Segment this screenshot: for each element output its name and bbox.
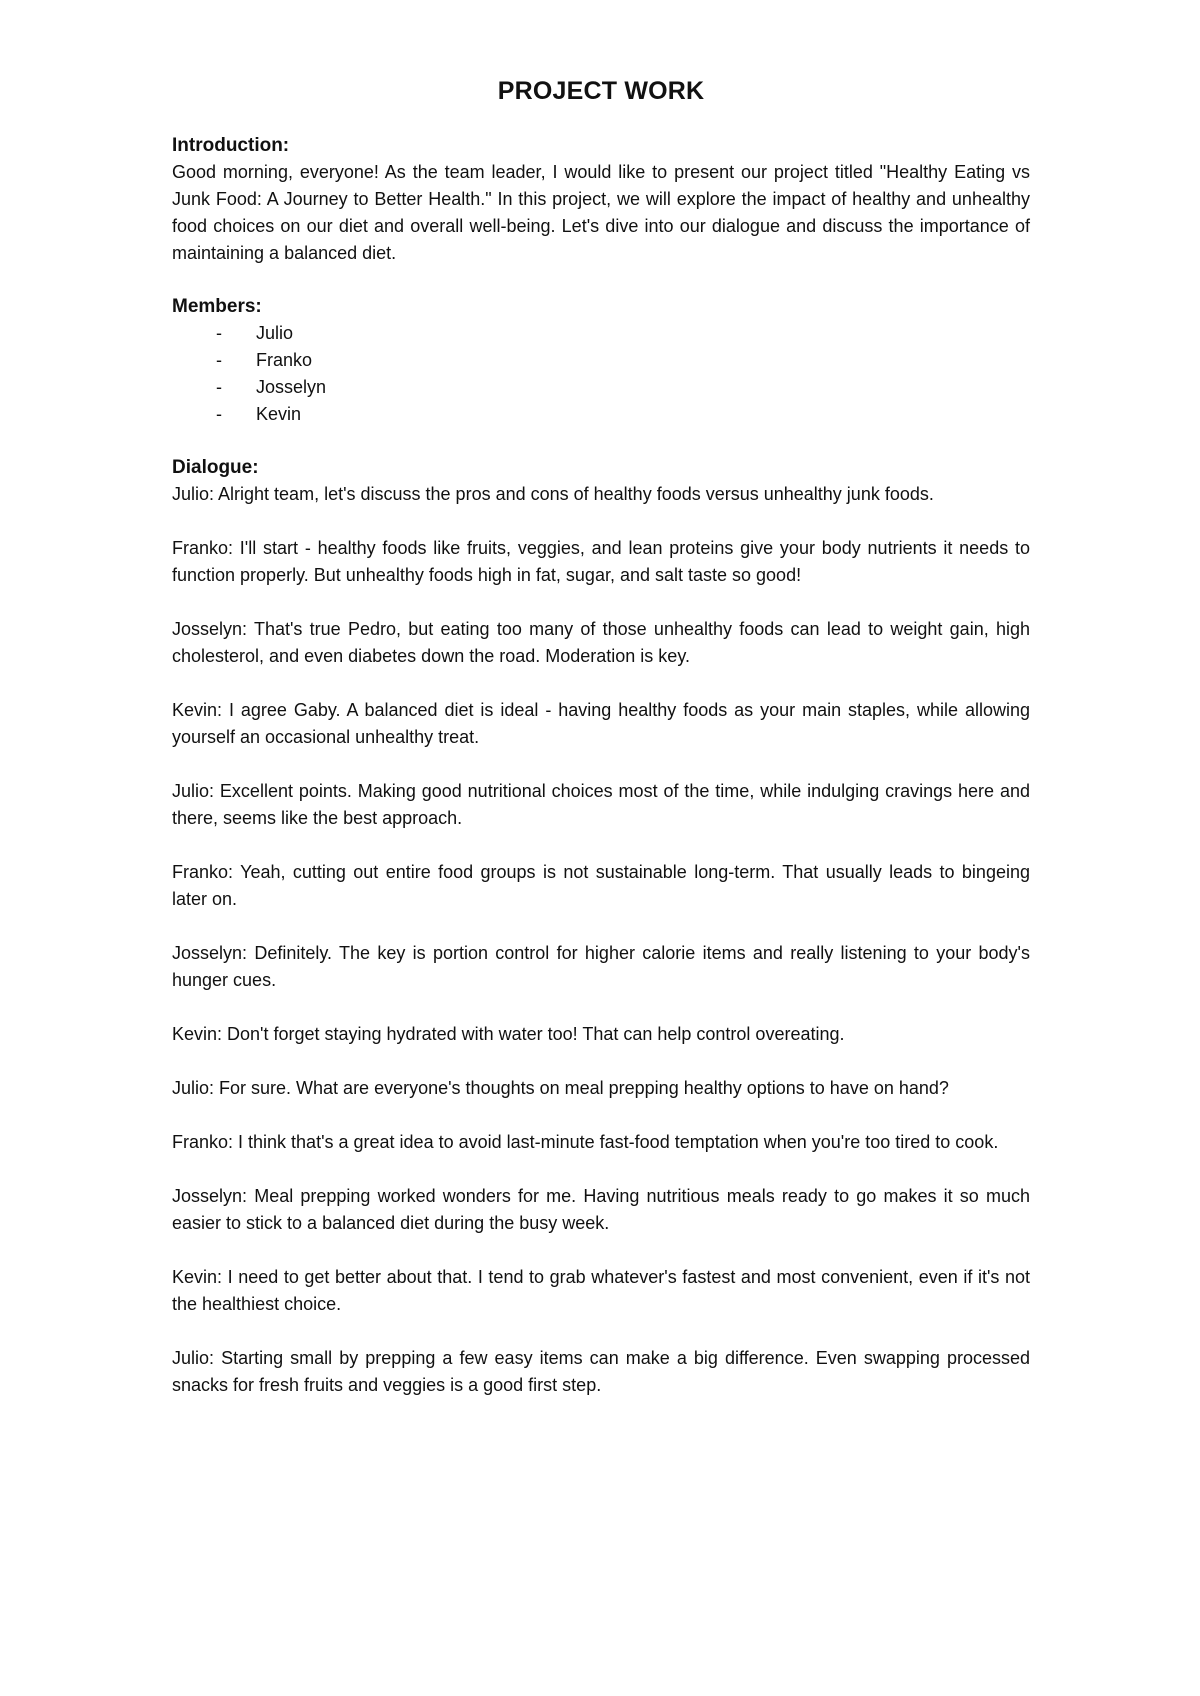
members-heading: Members: bbox=[172, 296, 262, 317]
dialogue-line: Julio: Excellent points. Making good nutritional choices most of the time, while indulging cravings here and there, seems like the best approach. bbox=[172, 781, 1030, 828]
dialogue-line: Franko: I think that's a great idea to avoid last-minute fast-food temptation when you're too tired to cook. bbox=[172, 1132, 999, 1152]
member-name: Kevin bbox=[256, 404, 302, 424]
member-item bbox=[172, 320, 1030, 347]
member-item bbox=[172, 401, 1030, 428]
list-bullet: - bbox=[216, 323, 222, 343]
dialogue-line: Kevin: Don't forget staying hydrated with water too! That can help control overeating. bbox=[172, 1024, 845, 1044]
dialogue-line: Franko: I'll start - healthy foods like fruits, veggies, and lean proteins give your body nutrients it needs to function properly. But unhealthy foods high in fat, sugar, and salt taste so good! bbox=[172, 538, 1030, 585]
list-bullet: - bbox=[216, 404, 222, 424]
member-list bbox=[172, 320, 1030, 428]
dialogue-line: Kevin: I agree Gaby. A balanced diet is ideal - having healthy foods as your main staples, while allowing yourself an occasional unhealthy treat. bbox=[172, 700, 1030, 747]
member-item bbox=[172, 374, 1030, 401]
dialogue-line: Kevin: I need to get better about that. I tend to grab whatever's fastest and most convenient, even if it's not the healthiest choice. bbox=[172, 1267, 1030, 1314]
dialogue-line: Josselyn: Meal prepping worked wonders for me. Having nutritious meals ready to go makes it so much easier to stick to a balanced diet during the busy week. bbox=[172, 1186, 1030, 1233]
member-name: Julio bbox=[256, 323, 294, 343]
member-name: Josselyn bbox=[256, 377, 327, 397]
document-title: PROJECT WORK bbox=[497, 77, 705, 105]
member-item bbox=[172, 347, 1030, 374]
dialogue-heading: Dialogue: bbox=[172, 457, 259, 478]
dialogue-line: Franko: Yeah, cutting out entire food groups is not sustainable long-term. That usually leads to bingeing later on. bbox=[172, 862, 1030, 909]
dialogue-line: Josselyn: Definitely. The key is portion control for higher calorie items and really listening to your body's hunger cues. bbox=[172, 943, 1030, 990]
dialogue-line: Julio: Starting small by prepping a few easy items can make a big difference. Even swapping processed snacks for fresh fruits and veggies is a good first step. bbox=[172, 1348, 1030, 1395]
members-section bbox=[172, 293, 1030, 428]
dialogue-section bbox=[172, 454, 1030, 1399]
document-body bbox=[172, 72, 1030, 1426]
list-bullet: - bbox=[216, 377, 222, 397]
introduction-section bbox=[172, 132, 1030, 267]
member-name: Franko bbox=[256, 350, 313, 370]
introduction-text: Good morning, everyone! As the team leader, I would like to present our project titled "Healthy Eating vs Junk Food: A Journey to Better Health." In this project, we will explore the impact of healthy and unhealthy food choices on our diet and overall well-being. Let's dive into our dialogue and discuss the importance of maintaining a balanced diet. bbox=[172, 162, 1030, 263]
introduction-heading: Introduction: bbox=[172, 135, 290, 156]
list-bullet: - bbox=[216, 350, 222, 370]
dialogue-line: Julio: For sure. What are everyone's thoughts on meal prepping healthy options to have on hand? bbox=[172, 1078, 949, 1098]
dialogue-line: Josselyn: That's true Pedro, but eating too many of those unhealthy foods can lead to weight gain, high cholesterol, and even diabetes down the road. Moderation is key. bbox=[172, 619, 1030, 666]
dialogue-line: Julio: Alright team, let's discuss the pros and cons of healthy foods versus unhealthy junk foods. bbox=[172, 484, 934, 504]
